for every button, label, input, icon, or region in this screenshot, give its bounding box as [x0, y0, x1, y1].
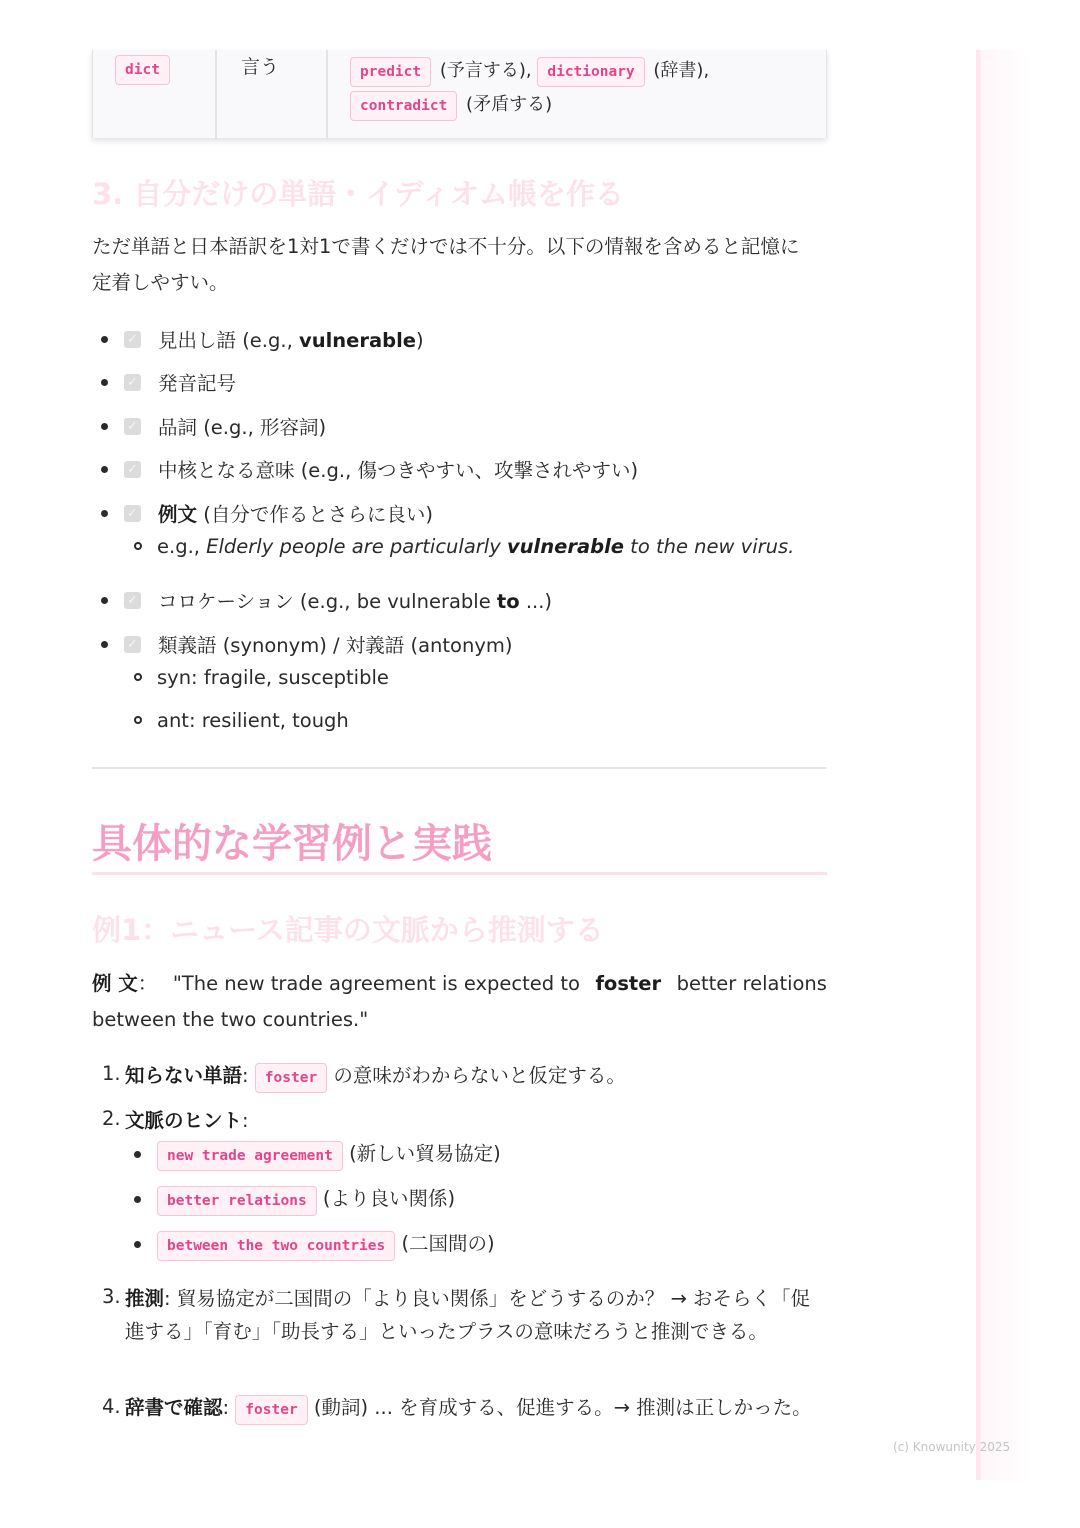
step-item: 知らない単語: foster の意味がわからないと仮定する。: [125, 1059, 825, 1093]
sentence-keyword: foster: [595, 972, 662, 995]
example-sentence-paragraph: 例 文： "The new trade agreement is expected to foster better relations between the two countries.": [92, 966, 827, 1038]
step-number: 3.: [102, 1285, 121, 1308]
item-text: (自分で作るとさらに良い): [197, 503, 433, 526]
sentence-text: between the two countries.": [92, 1008, 369, 1031]
step-item: 辞書で確認: foster (動詞) ... を育成する、促進する。→ 推測は正しかった。: [125, 1391, 825, 1425]
bullet-circle: [134, 673, 142, 681]
synonyms: syn: fragile, susceptible: [157, 665, 389, 689]
hint-gloss: (より良い関係): [322, 1187, 456, 1210]
bullet-dot: [101, 597, 108, 604]
step-title: 文脈のヒント: [125, 1109, 243, 1132]
page-edge-rail: [976, 50, 1032, 1480]
heading-underline: [92, 872, 827, 875]
item-text: 中核となる意味 (e.g., 傷つきやすい、攻撃されやすい): [158, 459, 639, 482]
step-code: foster: [235, 1395, 307, 1425]
checkbox-checked-icon: ✓: [124, 331, 141, 348]
checkbox-checked-icon: ✓: [124, 418, 141, 435]
step-text: の意味がわからないと仮定する。: [333, 1064, 626, 1087]
step-item: [125, 1104, 825, 1137]
bullet-dot: [134, 1151, 141, 1158]
hint-code: between the two countries: [157, 1231, 395, 1261]
checkbox-checked-icon: ✓: [124, 636, 141, 653]
item-bold: 例文: [158, 503, 198, 526]
table-cell-examples: [350, 54, 810, 122]
checkbox-checked-icon: ✓: [124, 505, 141, 522]
item-text: コロケーション (e.g., be vulnerable: [158, 590, 497, 613]
item-bold: to: [496, 590, 520, 613]
step-text: : 貿易協定が二国間の「より良い関係」をどうするのか？ → おそらく「促進する」「育む」「助長する」といったプラスの意味だろうと推測できる。: [125, 1287, 811, 1343]
example-word-code: contradict: [350, 91, 457, 121]
hint-code: better relations: [157, 1186, 317, 1216]
item-text: ...): [519, 590, 553, 613]
step-title: 辞書で確認: [125, 1396, 223, 1419]
bullet-dot: [134, 1196, 141, 1203]
hint-gloss: (二国間の): [401, 1232, 495, 1255]
bullet-dot: [101, 379, 108, 386]
hint-gloss: (新しい貿易協定): [349, 1142, 501, 1165]
main-heading: 具体的な学習例と実践: [92, 821, 492, 867]
copyright-footer: (c) Knowunity 2025: [893, 1440, 1011, 1454]
example-prefix: e.g.,: [157, 534, 207, 558]
step-title: 知らない単語: [125, 1064, 243, 1087]
root-code: dict: [115, 55, 170, 85]
step-item: [125, 1282, 825, 1348]
example-gloss: (予言する),: [439, 60, 532, 81]
item-text: 品詞 (e.g., 形容詞): [158, 416, 327, 439]
checkbox-checked-icon: ✓: [124, 461, 141, 478]
step-text: (動詞) ... を育成する、促進する。→ 推測は正しかった。: [313, 1396, 812, 1419]
example-gloss: (矛盾する): [466, 94, 553, 115]
bullet-dot: [101, 423, 108, 430]
example-keyword: vulnerable: [506, 534, 624, 558]
bullet-dot: [134, 1241, 141, 1248]
example-sentence: Elderly people are particularly: [206, 534, 507, 558]
example-word-code: predict: [350, 57, 431, 87]
example-gloss: (辞書),: [653, 60, 710, 81]
step-number: 1.: [102, 1062, 121, 1085]
checkbox-checked-icon: ✓: [124, 374, 141, 391]
example-label: 例 文: [92, 972, 138, 995]
horizontal-divider: [92, 767, 827, 769]
item-text: ): [416, 329, 424, 352]
step-number: 4.: [102, 1395, 121, 1418]
step-title: 推測: [125, 1287, 165, 1310]
step-number: 2.: [102, 1107, 121, 1130]
item-bold: vulnerable: [298, 329, 417, 352]
bullet-circle: [134, 716, 142, 724]
example-word-code: dictionary: [537, 57, 644, 87]
example-sentence: to the new virus.: [623, 534, 795, 558]
sentence-text: better relations: [676, 972, 827, 995]
section-heading-3: 3. 自分だけの単語・イディオム帳を作る: [92, 177, 624, 211]
bullet-dot: [101, 510, 108, 517]
example1-heading: 例1：ニュース記事の文脈から推測する: [92, 913, 604, 947]
bullet-dot: [101, 641, 108, 648]
bullet-dot: [101, 336, 108, 343]
item-text: 発音記号: [158, 372, 237, 395]
root-meaning: 言う: [241, 56, 280, 78]
intro-line: 定着しやすい。: [92, 271, 229, 294]
bullet-circle: [134, 542, 142, 550]
step-code: foster: [255, 1063, 327, 1093]
sentence-text: "The new trade agreement is expected to: [172, 972, 580, 995]
section3-intro: [92, 229, 827, 301]
hint-code: new trade agreement: [157, 1141, 343, 1171]
step-text: :: [242, 1109, 249, 1132]
intro-line: ただ単語と日本語訳を1対1で書くだけでは不十分。以下の情報を含めると記憶に: [92, 235, 800, 258]
bullet-dot: [101, 466, 108, 473]
etymology-table-row: [92, 50, 827, 138]
antonyms: ant: resilient, tough: [157, 708, 349, 732]
item-text: 類義語 (synonym) / 対義語 (antonym): [158, 634, 513, 657]
item-text: 見出し語 (e.g.,: [158, 329, 299, 352]
checkbox-checked-icon: ✓: [124, 592, 141, 609]
